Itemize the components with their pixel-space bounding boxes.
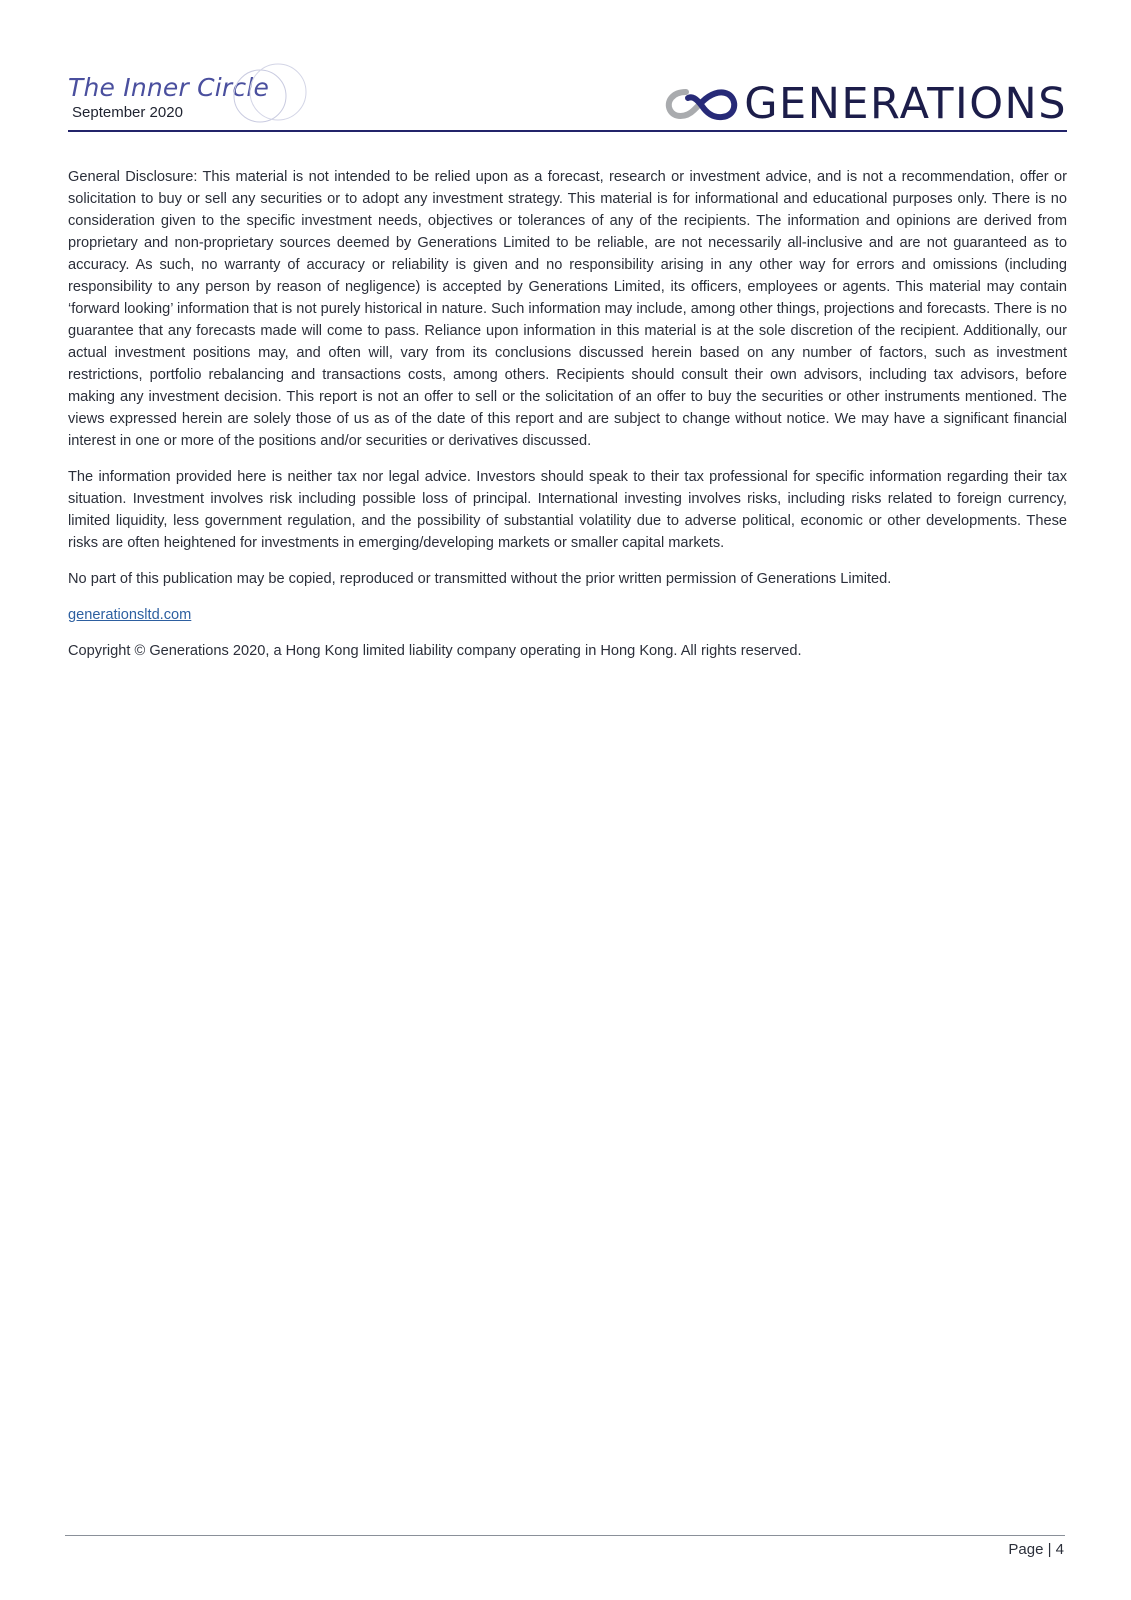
publication-title: The Inner Circle: [68, 73, 270, 102]
header-divider: [68, 130, 1067, 132]
page-number: Page | 4: [1008, 1541, 1064, 1558]
infinity-logo-icon: [662, 84, 742, 124]
copyright-notice: Copyright © Generations 2020, a Hong Kong limited liability company operating in Hong Kong. All rights reserved.: [68, 643, 802, 659]
generations-logo: [662, 80, 1067, 128]
copy-restriction-paragraph: No part of this publication may be copied, reproduced or transmitted without the prior written permission of Generations Limited.: [68, 571, 892, 587]
page-header: [68, 58, 1067, 134]
website-link[interactable]: generationsltd.com: [68, 607, 192, 623]
website-link-paragraph: [68, 604, 1067, 626]
footer-divider: [65, 1535, 1065, 1536]
disclosure-content: [68, 166, 1067, 676]
tax-advice-paragraph: The information provided here is neither tax nor legal advice. Investors should speak to their tax professional for specific information regarding their tax situation. Investment involves risk including possible loss of principal. International investing involves risks, including risks related to foreign currency, limited liquidity, less government regulation, and the possibility of substantial volatility due to adverse political, economic or other developments. These risks are often heightened for investments in emerging/developing markets or smaller capital markets.: [68, 469, 1067, 551]
publication-date: September 2020: [72, 104, 183, 121]
general-disclosure-paragraph: General Disclosure: This material is not intended to be relied upon as a forecast, research or investment advice, and is not a recommendation, offer or solicitation to buy or sell any securities or to adopt any investment strategy. This material is for informational and educational purposes only. There is no consideration given to the specific investment needs, objectives or tolerances of any of the recipients. The information and opinions are derived from proprietary and non-proprietary sources deemed by Generations Limited to be reliable, are not necessarily all-inclusive and are not guaranteed as to accuracy. As such, no warranty of accuracy or reliability is given and no responsibility arising in any other way for errors and omissions (including responsibility to any person by reason of negligence) is accepted by Generations Limited, its officers, employees or agents. This material may contain ‘forward looking’ information that is not purely historical in nature. Such information may include, among other things, projections and forecasts. There is no guarantee that any forecasts made will come to pass. Reliance upon information in this material is at the sole discretion of the recipient. Additionally, our actual investment positions may, and often will, vary from its conclusions discussed herein based on any number of factors, such as investment restrictions, portfolio rebalancing and transactions costs, among others. Recipients should consult their own advisors, including tax advisors, before making any investment decision. This report is not an offer to sell or the solicitation of an offer to buy the securities or other instruments mentioned. The views expressed herein are solely those of us as of the date of this report and are subject to change without notice. We may have a significant financial interest in one or more of the positions and/or securities or derivatives discussed.: [68, 169, 1067, 449]
decorative-circles-icon: [228, 62, 312, 126]
logo-text: GENERATIONS: [744, 79, 1067, 129]
